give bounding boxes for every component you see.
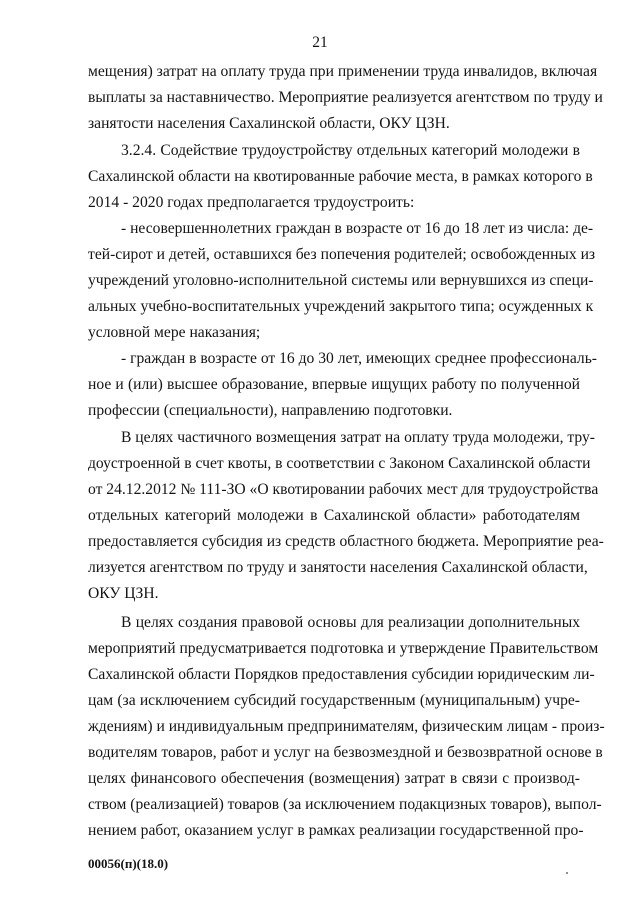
text-line: отдельных категорий молодежи в Сахалинской области» работодателям	[88, 507, 580, 524]
text-line: от 24.12.2012 № 111-ЗО «О квотировании рабочих мест для трудоустройства	[88, 481, 599, 498]
page-number: 21	[312, 34, 328, 51]
text-line: В целях создания правовой основы для реализации дополнительных	[121, 614, 580, 631]
text-line: В целях частичного возмещения затрат на оплату труда молодежи, тру-	[121, 429, 595, 446]
text-line: альных учебно-воспитательных учреждений закрытого типа; осужденных к	[88, 298, 594, 315]
text-line: водителям товаров, работ и услуг на безвозмездной и безвозвратной основе в	[88, 744, 603, 761]
text-line: занятости населения Сахалинской области, ОКУ ЦЗН.	[88, 115, 450, 132]
text-line: 2014 - 2020 годах предполагается трудоустроить:	[88, 194, 415, 211]
text-line: тей-сирот и детей, оставшихся без попечения родителей; освобожденных из	[88, 246, 596, 263]
text-line: ное и (или) высшее образование, впервые ищущих работу по полученной	[88, 376, 580, 393]
text-line: Сахалинской области Порядков предоставления субсидии юридическим ли-	[88, 666, 595, 683]
scan-speck	[566, 872, 568, 874]
text-line: целях финансового обеспечения (возмещения) затрат в связи с производ-	[88, 770, 580, 787]
text-line: цам (за исключением субсидий государственным (муниципальным) учре-	[88, 692, 580, 709]
text-line: ОКУ ЦЗН.	[88, 585, 159, 602]
text-line: мещения) затрат на оплату труда при применении труда инвалидов, включая	[88, 63, 598, 80]
text-line: мероприятий предусматривается подготовка и утверждение Правительством	[88, 640, 599, 657]
text-line: 3.2.4. Содействие трудоустройству отдельных категорий молодежи в	[121, 142, 580, 159]
text-line: условной мере наказания;	[88, 324, 261, 341]
text-line: ждениям) и индивидуальным предпринимателям, физическим лицам - произ-	[88, 718, 605, 735]
text-line: доустроенной в счет квоты, в соответствии с Законом Сахалинской области	[88, 455, 591, 472]
text-line: предоставляется субсидия из средств областного бюджета. Мероприятие реа-	[88, 533, 604, 550]
text-line: - граждан в возрасте от 16 до 30 лет, имеющих среднее профессиональ-	[121, 350, 597, 367]
text-line: профессии (специальности), направлению подготовки.	[88, 402, 453, 419]
text-line: лизуется агентством по труду и занятости населения Сахалинской области,	[88, 559, 588, 576]
text-line: ством (реализацией) товаров (за исключением подакцизных товаров), выпол-	[88, 796, 602, 813]
text-line: - несовершеннолетних граждан в возрасте от 16 до 18 лет из числа: де-	[121, 220, 594, 237]
footer-code: 00056(п)(18.0)	[88, 856, 169, 871]
text-line: нением работ, оказанием услуг в рамках реализации государственной про-	[88, 822, 584, 839]
text-line: учреждений уголовно-исполнительной системы или вернувшихся из специ-	[88, 272, 594, 289]
text-line: Сахалинской области на квотированные рабочие места, в рамках которого в	[88, 168, 593, 185]
text-line: выплаты за наставничество. Мероприятие реализуется агентством по труду и	[88, 89, 603, 106]
